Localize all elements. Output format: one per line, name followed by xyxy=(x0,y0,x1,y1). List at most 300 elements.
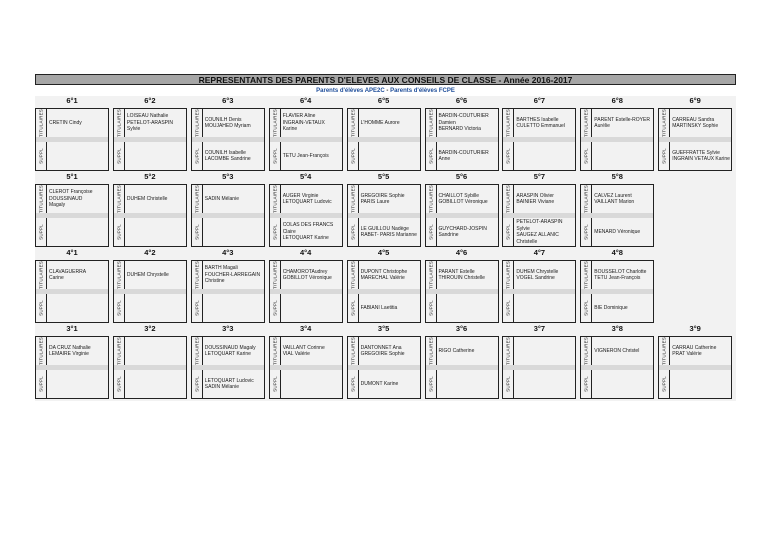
titulaire-name: Sylvie xyxy=(126,126,141,133)
suppleants-box xyxy=(113,218,187,247)
titulaire-name: DOUSSINAUD xyxy=(49,195,83,202)
titulaires-names xyxy=(49,261,107,289)
titulaire-name: MOUJAHED Myriam xyxy=(204,123,251,129)
suppleants-names xyxy=(49,142,107,170)
suppleants-names xyxy=(672,142,730,170)
titulaires-label xyxy=(581,109,592,137)
titulaires-label xyxy=(503,261,514,289)
titulaire-name: DUHEM Chrystelle xyxy=(516,268,559,275)
suppl-label-text: SUPPL xyxy=(272,224,278,240)
suppl-label xyxy=(503,218,514,246)
suppl-label-text: SUPPL xyxy=(272,148,278,164)
titulaire-name: L'HOMME Aurore xyxy=(360,119,400,126)
suppl-label-text: SUPPL xyxy=(583,224,589,240)
titulaires-label xyxy=(36,109,47,137)
titulaire-name: DA CRUZ Nathalie xyxy=(49,344,91,351)
suppl-label xyxy=(581,218,592,246)
titulaire-name: DUHEM Chrystelle xyxy=(126,271,169,278)
title-bar xyxy=(35,74,736,85)
titulaires-label-text: TITULAIRES xyxy=(38,184,44,214)
titulaires-names xyxy=(283,337,341,365)
titulaires-box xyxy=(425,184,499,213)
suppleants-box xyxy=(502,142,576,171)
titulaires-label-text: TITULAIRES xyxy=(505,184,511,214)
suppleants-box xyxy=(191,142,265,171)
titulaire-name: TETU Jean-François xyxy=(594,275,641,281)
titulaire-name: ARASPIN Olivier xyxy=(516,192,554,199)
suppl-label-text: SUPPL xyxy=(428,224,433,240)
suppleants-names xyxy=(361,294,419,322)
titulaires-box xyxy=(425,108,499,137)
suppl-label xyxy=(659,370,670,398)
suppleants-box xyxy=(269,142,343,171)
titulaires-label xyxy=(348,185,359,213)
titulaire-name: GREGOIRE Sophie xyxy=(360,192,405,199)
suppleants-names xyxy=(205,218,263,246)
titulaire-name: CARRAU Catherine xyxy=(672,344,717,351)
titulaires-label xyxy=(114,185,125,213)
titulaire-name: Karine xyxy=(282,126,298,133)
class-name: 3°2 xyxy=(144,324,156,333)
class-name: 5°8 xyxy=(611,172,623,181)
titulaires-box xyxy=(347,184,421,213)
suppl-label-text: SUPPL xyxy=(194,224,200,240)
suppleants-box xyxy=(35,370,109,399)
suppl-label xyxy=(192,294,203,322)
titulaires-label-text: TITULAIRES xyxy=(428,184,433,214)
titulaires-box xyxy=(113,336,187,365)
titulaires-label-text: TITULAIRES xyxy=(116,108,122,138)
suppl-label-text: SUPPL xyxy=(428,148,433,164)
class-name: 4°6 xyxy=(455,248,468,257)
titulaire-name: Carine xyxy=(49,275,64,281)
suppleants-box xyxy=(113,370,187,399)
titulaires-box xyxy=(113,184,187,213)
suppleants-box xyxy=(502,370,576,399)
suppleant-name: FABIANI Laetitia xyxy=(360,304,398,311)
suppl-label-text: SUPPL xyxy=(272,376,278,392)
titulaires-label-text: TITULAIRES xyxy=(194,336,200,366)
class-name: 4°2 xyxy=(144,248,156,257)
titulaires-box xyxy=(113,108,187,137)
suppleants-names xyxy=(49,218,107,246)
titulaires-label xyxy=(270,109,281,137)
titulaire-name: AUGER Virginie xyxy=(282,192,319,199)
class-name: 3°7 xyxy=(533,324,546,333)
titulaires-label xyxy=(192,337,203,365)
titulaires-box xyxy=(269,108,343,137)
suppleants-names xyxy=(439,294,497,322)
titulaires-label xyxy=(348,109,359,137)
suppl-label xyxy=(581,294,592,322)
titulaires-label-text: TITULAIRES xyxy=(350,336,356,366)
suppl-label-text: SUPPL xyxy=(38,224,44,240)
titulaire-name: LEMAIRE Virginie xyxy=(49,351,89,357)
suppleant-name: TETU Jean-François xyxy=(282,152,329,159)
suppleants-box xyxy=(580,294,654,323)
suppleant-name: COUNILH Isabelle xyxy=(204,149,246,156)
suppl-label xyxy=(270,142,281,170)
class-name: 6°2 xyxy=(144,96,156,105)
suppl-label xyxy=(503,142,514,170)
suppl-label xyxy=(426,370,437,398)
suppleants-names xyxy=(283,370,341,398)
titulaires-box xyxy=(347,260,421,289)
suppl-label-text: SUPPL xyxy=(505,148,511,164)
titulaires-names xyxy=(672,337,730,365)
suppleant-name: BARDIN-COUTURIER Anne xyxy=(438,149,489,162)
suppl-label-text: SUPPL xyxy=(116,300,122,316)
titulaires-label-text: TITULAIRES xyxy=(272,260,278,290)
suppl-label-text: SUPPL xyxy=(428,300,433,316)
titulaires-names xyxy=(594,185,652,213)
class-name: 6°4 xyxy=(300,96,312,105)
suppleants-box xyxy=(191,218,265,247)
suppl-label-text: SUPPL xyxy=(428,376,433,392)
class-name: 4°8 xyxy=(611,248,623,257)
suppl-label xyxy=(192,218,203,246)
subtitle-fcpe: Parents d'élèves FCPE xyxy=(390,88,455,94)
suppl-label-text: SUPPL xyxy=(350,300,356,316)
suppleant-name: SAUGEZ ALLANIC Christelle xyxy=(516,232,559,245)
titulaires-label xyxy=(270,261,281,289)
suppleant-name: LETOQUART Ludovic xyxy=(204,377,254,384)
titulaire-name: DANTONNET Ana xyxy=(360,344,402,351)
suppleants-box xyxy=(580,218,654,247)
titulaire-name: BAINIER Viviane xyxy=(516,199,555,205)
titulaire-name: GOBILLOT Véronique xyxy=(282,275,332,281)
suppl-label xyxy=(114,142,125,170)
suppl-label xyxy=(36,294,47,322)
titulaires-box xyxy=(269,260,343,289)
titulaires-names xyxy=(361,261,419,289)
titulaire-name: MARTINSKY Sophie xyxy=(672,123,719,129)
suppl-label-text: SUPPL xyxy=(116,148,122,164)
class-name: 6°3 xyxy=(222,96,234,105)
class-name: 3°3 xyxy=(222,324,234,333)
suppleants-box xyxy=(425,218,499,247)
titulaire-name: CARREAU Sandra xyxy=(672,116,715,123)
titulaire-name: CHAMOROTAudrey xyxy=(282,268,328,275)
titulaire-name: CULETTO Emmanuel xyxy=(516,123,565,129)
class-name: 5°3 xyxy=(222,172,234,181)
titulaires-label-text: TITULAIRES xyxy=(194,108,200,138)
suppleant-name: GUEFFRATTE Sylvie xyxy=(672,149,720,156)
suppleants-names xyxy=(439,218,497,246)
suppl-label-text: SUPPL xyxy=(661,376,667,392)
suppleants-box xyxy=(347,142,421,171)
suppleants-names xyxy=(594,218,652,246)
titulaires-box xyxy=(658,336,732,365)
titulaires-names xyxy=(594,337,652,365)
titulaires-names xyxy=(127,261,185,289)
titulaires-label xyxy=(503,109,514,137)
titulaires-names xyxy=(205,185,263,213)
titulaire-name: CALVEZ Laurent xyxy=(594,192,632,199)
suppl-label-text: SUPPL xyxy=(116,376,122,392)
titulaire-name: VAILLANT Marion xyxy=(594,199,635,205)
titulaire-name: GREGOIRE Sophie xyxy=(360,351,405,357)
suppleant-name: LE GUILLOU Nadège xyxy=(360,225,409,232)
titulaires-label xyxy=(426,185,437,213)
suppleants-names xyxy=(361,370,419,398)
titulaires-label xyxy=(36,337,47,365)
suppl-label xyxy=(348,142,359,170)
titulaire-name: BARDIN-COUTURIER xyxy=(438,113,489,120)
titulaires-label xyxy=(659,337,670,365)
titulaires-label xyxy=(581,337,592,365)
titulaires-label xyxy=(114,261,125,289)
titulaires-names xyxy=(283,185,341,213)
suppleants-box xyxy=(191,370,265,399)
suppleants-box xyxy=(425,142,499,171)
titulaires-label-text: TITULAIRES xyxy=(38,260,44,290)
titulaire-name: VIGNERON Christel xyxy=(594,347,640,354)
class-name: 5°1 xyxy=(66,172,78,181)
titulaires-label-text: TITULAIRES xyxy=(272,336,278,366)
class-name: 3°9 xyxy=(689,324,701,333)
titulaires-label-text: TITULAIRES xyxy=(428,336,433,366)
titulaires-label xyxy=(348,261,359,289)
suppleants-box xyxy=(347,370,421,399)
titulaire-name: VOGEL Sandrine xyxy=(516,275,555,281)
titulaire-name: CHAILLOT Sybille xyxy=(438,192,479,199)
titulaires-names xyxy=(439,337,497,365)
titulaire-name: INGRAIN-VETAUX xyxy=(282,119,325,126)
titulaire-name: FLAVIER Aline xyxy=(282,113,316,120)
titulaires-box xyxy=(580,184,654,213)
suppleants-names xyxy=(361,142,419,170)
titulaire-name: PRAT Valérie xyxy=(672,351,702,357)
titulaires-names xyxy=(516,261,574,289)
suppl-label-text: SUPPL xyxy=(350,148,356,164)
titulaires-label-text: TITULAIRES xyxy=(505,336,511,366)
titulaires-names xyxy=(205,261,263,289)
suppleants-box xyxy=(658,142,732,171)
titulaires-names xyxy=(594,109,652,137)
titulaire-name: BERNARD Victoria xyxy=(438,126,481,133)
titulaire-name: THIROUIN Christelle xyxy=(438,275,485,281)
titulaires-label xyxy=(503,185,514,213)
class-name: 3°8 xyxy=(611,324,623,333)
suppleants-box xyxy=(347,218,421,247)
subtitle-separator: - xyxy=(384,88,391,94)
titulaire-name: BOUSSELOT Charlotte xyxy=(594,268,647,275)
titulaires-names xyxy=(439,261,497,289)
titulaires-names xyxy=(361,109,419,137)
suppl-label xyxy=(114,370,125,398)
titulaires-box xyxy=(580,108,654,137)
titulaire-name: GOBILLOT Véronique xyxy=(438,199,488,205)
suppl-label xyxy=(348,370,359,398)
class-name: 4°4 xyxy=(300,248,312,257)
titulaire-name: DUPONT Christophe xyxy=(360,268,408,275)
suppl-label-text: SUPPL xyxy=(116,224,122,240)
titulaire-name: CRETIN Cindy xyxy=(49,119,82,126)
suppleant-name: GUYCHARD-JOSPIN xyxy=(438,225,487,232)
titulaires-names xyxy=(516,109,574,137)
titulaires-label xyxy=(36,261,47,289)
suppleant-name: COLAS DES FRANCS xyxy=(282,222,334,229)
titulaires-label-text: TITULAIRES xyxy=(350,260,356,290)
titulaires-box xyxy=(425,336,499,365)
suppleants-box xyxy=(502,294,576,323)
suppleants-box xyxy=(658,370,732,399)
suppl-label-text: SUPPL xyxy=(505,300,511,316)
suppleants-names xyxy=(283,142,341,170)
titulaires-names xyxy=(205,109,263,137)
suppleants-names xyxy=(361,218,419,246)
page-title: REPRESENTANTS DES PARENTS D'ELEVES AUX CONSEILS DE CLASSE - Année 2016-2017 xyxy=(198,75,573,85)
titulaires-label-text: TITULAIRES xyxy=(194,184,200,214)
titulaire-name: DOUSSINAUD Magaly xyxy=(204,344,256,351)
suppleant-name: RABET- PARIS Marianne xyxy=(360,232,417,238)
class-name: 4°1 xyxy=(66,248,78,257)
titulaire-name: PARENT Estelle-ROYER xyxy=(594,116,650,123)
suppleants-box xyxy=(580,142,654,171)
suppleants-box xyxy=(425,370,499,399)
suppl-label xyxy=(114,218,125,246)
titulaires-box xyxy=(35,108,109,137)
suppleant-name: INGRAIN VETAUX Karine xyxy=(672,156,730,162)
suppleant-name: Sandrine xyxy=(438,232,459,238)
titulaires-box xyxy=(502,260,576,289)
suppl-label-text: SUPPL xyxy=(38,148,44,164)
titulaires-label-text: TITULAIRES xyxy=(428,108,433,138)
titulaire-name: PARANT Estelle xyxy=(438,268,475,275)
titulaire-name: Aurélie xyxy=(594,123,610,129)
suppleants-names xyxy=(594,294,652,322)
suppleants-names xyxy=(439,370,497,398)
suppl-label xyxy=(270,370,281,398)
suppleant-name: BIE Dominique xyxy=(594,304,628,311)
titulaire-name: COUNILH Denis xyxy=(204,116,242,123)
suppleant-name: MENARD Véronique xyxy=(594,228,641,235)
titulaires-label-text: TITULAIRES xyxy=(583,108,589,138)
titulaire-name: CLEROT Françoise xyxy=(49,189,93,196)
suppl-label-text: SUPPL xyxy=(272,300,278,316)
titulaires-label-text: TITULAIRES xyxy=(194,260,200,290)
suppleants-names xyxy=(205,142,263,170)
titulaire-name: SADIN Mélanie xyxy=(204,195,239,202)
titulaires-box xyxy=(658,108,732,137)
suppl-label-text: SUPPL xyxy=(194,148,200,164)
class-name: 6°7 xyxy=(533,96,546,105)
suppleants-box xyxy=(269,370,343,399)
suppleants-names xyxy=(127,370,185,398)
suppl-label xyxy=(348,294,359,322)
suppl-label xyxy=(36,370,47,398)
titulaire-name: BARTH Magali xyxy=(204,265,238,272)
titulaires-box xyxy=(269,336,343,365)
class-name: 5°7 xyxy=(533,172,546,181)
suppl-label xyxy=(659,142,670,170)
suppleants-box xyxy=(580,370,654,399)
suppleants-names xyxy=(127,142,185,170)
suppleants-names xyxy=(672,370,730,398)
titulaires-names xyxy=(49,109,107,137)
titulaires-label-text: TITULAIRES xyxy=(583,260,589,290)
suppleants-box xyxy=(35,294,109,323)
class-name: 6°1 xyxy=(66,96,78,105)
titulaires-label xyxy=(192,109,203,137)
titulaire-name: PARIS Laure xyxy=(360,199,390,205)
suppl-label xyxy=(114,294,125,322)
class-name: 5°2 xyxy=(144,172,156,181)
suppleants-names xyxy=(49,370,107,398)
titulaires-label-text: TITULAIRES xyxy=(116,184,122,214)
suppleants-names xyxy=(516,370,574,398)
suppleants-names xyxy=(516,218,574,246)
titulaires-box xyxy=(425,260,499,289)
suppleants-box xyxy=(347,294,421,323)
class-name: 3°4 xyxy=(300,324,312,333)
titulaire-name: Damien xyxy=(438,119,456,126)
titulaires-box xyxy=(35,260,109,289)
suppleants-names xyxy=(594,142,652,170)
titulaires-names xyxy=(439,109,497,137)
titulaires-names xyxy=(127,185,185,213)
titulaires-label-text: TITULAIRES xyxy=(272,184,278,214)
suppleants-box xyxy=(113,142,187,171)
suppleants-names xyxy=(205,294,263,322)
titulaires-box xyxy=(580,260,654,289)
suppl-label-text: SUPPL xyxy=(38,300,44,316)
class-name: 5°4 xyxy=(300,172,312,181)
titulaires-names xyxy=(205,337,263,365)
suppleant-name: LACOMBE Sandrine xyxy=(204,156,251,162)
suppleants-box xyxy=(191,294,265,323)
titulaires-box xyxy=(191,336,265,365)
suppl-label-text: SUPPL xyxy=(194,376,200,392)
titulaires-names xyxy=(361,185,419,213)
suppl-label-text: SUPPL xyxy=(350,224,356,240)
titulaires-label-text: TITULAIRES xyxy=(272,108,278,138)
class-name: 4°7 xyxy=(533,248,546,257)
titulaire-name: Christine xyxy=(204,278,225,285)
titulaires-box xyxy=(113,260,187,289)
titulaires-box xyxy=(35,184,109,213)
class-name: 4°5 xyxy=(377,248,390,257)
titulaires-label xyxy=(270,337,281,365)
suppl-label-text: SUPPL xyxy=(583,300,589,316)
subtitle-ape: Parents d'élèves APE2C xyxy=(316,88,385,94)
titulaires-box xyxy=(269,184,343,213)
suppleants-box xyxy=(269,294,343,323)
titulaires-label-text: TITULAIRES xyxy=(583,336,589,366)
suppleants-names xyxy=(594,370,652,398)
titulaires-names xyxy=(127,109,185,137)
suppl-label xyxy=(36,218,47,246)
suppleants-names xyxy=(49,294,107,322)
suppleant-name: SADIN Mélanie xyxy=(204,384,239,390)
titulaire-name: LOISEAU Nathalie xyxy=(126,113,169,120)
titulaires-label xyxy=(659,109,670,137)
suppleants-box xyxy=(35,218,109,247)
suppleant-name: PETELOT-ARASPIN Sylvie xyxy=(516,219,563,232)
titulaire-name: Magaly xyxy=(49,202,66,209)
titulaires-label-text: TITULAIRES xyxy=(505,108,511,138)
titulaires-names xyxy=(594,261,652,289)
suppleants-box xyxy=(502,218,576,247)
suppl-label xyxy=(192,370,203,398)
titulaire-name: LETOQUART Ludovic xyxy=(282,199,332,205)
suppleants-names xyxy=(283,218,341,246)
titulaire-name: VAILLANT Corinne xyxy=(282,344,325,351)
titulaires-label-text: TITULAIRES xyxy=(38,108,44,138)
suppleants-names xyxy=(283,294,341,322)
suppl-label-text: SUPPL xyxy=(194,300,200,316)
